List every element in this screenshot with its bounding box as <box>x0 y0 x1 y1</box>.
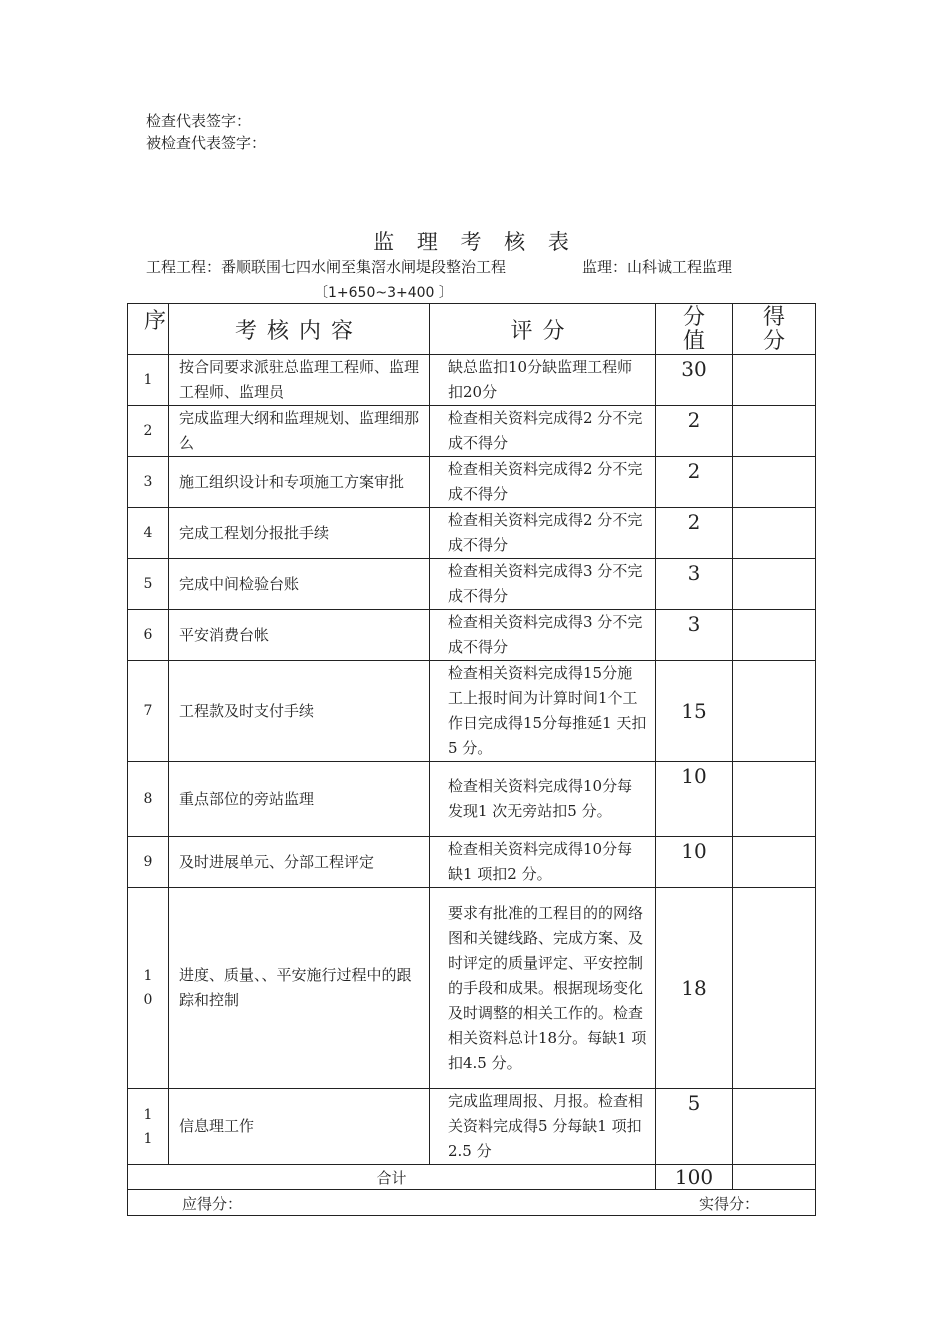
row-seq: 2 <box>128 406 169 457</box>
total-score-cell[interactable] <box>733 1165 816 1190</box>
actual-score-label: 实得分： <box>698 1195 759 1213</box>
table-row <box>128 355 816 406</box>
row-value: 3 <box>656 610 733 661</box>
row-value: 2 <box>656 457 733 508</box>
table-row <box>128 837 816 888</box>
total-row <box>128 1165 816 1190</box>
row-rule: 检查相关资料完成得2 分不完成不得分 <box>430 508 656 559</box>
row-score-cell[interactable] <box>733 508 816 559</box>
row-score-cell[interactable] <box>733 355 816 406</box>
page-title: 监 理 考 核 表 <box>373 230 577 254</box>
row-value: 2 <box>656 406 733 457</box>
row-score-cell[interactable] <box>733 837 816 888</box>
header-seq: 序 <box>128 304 169 355</box>
row-item: 施工组织设计和专项施工方案审批 <box>169 457 430 508</box>
row-item: 完成中间检验台账 <box>169 559 430 610</box>
row-seq: 4 <box>128 508 169 559</box>
table-row <box>128 406 816 457</box>
row-item: 信息理工作 <box>169 1089 430 1165</box>
table-row <box>128 762 816 837</box>
row-rule: 检查相关资料完成得15分施工上报时间为计算时间1个工作日完成得15分每推延1 天扣5 分。 <box>430 661 656 762</box>
table-row <box>128 610 816 661</box>
project-name: 工程工程：番顺联围七四水闸至集滘水闸堤段整治工程 <box>146 258 507 276</box>
row-seq: 1 <box>128 355 169 406</box>
row-rule: 检查相关资料完成得10分每缺1 项扣2 分。 <box>430 837 656 888</box>
assessment-table <box>127 303 816 1216</box>
table-row <box>128 559 816 610</box>
inspector-signature-label: 检查代表签字： <box>146 112 252 130</box>
row-rule: 检查相关资料完成得2 分不完成不得分 <box>430 406 656 457</box>
row-score-cell[interactable] <box>733 610 816 661</box>
row-seq: 9 <box>128 837 169 888</box>
row-item: 平安消费台帐 <box>169 610 430 661</box>
table-row <box>128 508 816 559</box>
row-value: 30 <box>656 355 733 406</box>
row-score-cell[interactable] <box>733 559 816 610</box>
table-row <box>128 457 816 508</box>
header-content: 考核内容 <box>169 304 430 355</box>
row-rule: 检查相关资料完成得3 分不完成不得分 <box>430 610 656 661</box>
expected-score-label: 应得分： <box>182 1195 243 1213</box>
row-seq: 11 <box>128 1089 169 1165</box>
row-rule: 检查相关资料完成得2 分不完成不得分 <box>430 457 656 508</box>
row-rule: 检查相关资料完成得10分每发现1 次无旁站扣5 分。 <box>430 762 656 837</box>
row-rule: 完成监理周报、月报。检查相关资料完成得5 分每缺1 项扣2.5 分 <box>430 1089 656 1165</box>
header-got: 得分 <box>733 304 816 355</box>
row-value: 2 <box>656 508 733 559</box>
row-score-cell[interactable] <box>733 661 816 762</box>
supervisor-name: 监理：山科诚工程监理 <box>582 258 733 276</box>
row-item: 进度、质量、、平安施行过程中的跟踪和控制 <box>169 888 430 1089</box>
row-rule: 缺总监扣10分缺监理工程师扣20分 <box>430 355 656 406</box>
row-value: 15 <box>656 661 733 762</box>
row-score-cell[interactable] <box>733 406 816 457</box>
row-score-cell[interactable] <box>733 1089 816 1165</box>
row-seq: 8 <box>128 762 169 837</box>
row-seq: 3 <box>128 457 169 508</box>
row-value: 18 <box>656 888 733 1089</box>
footer-row <box>128 1190 816 1216</box>
row-item: 完成工程划分报批手续 <box>169 508 430 559</box>
table-row <box>128 888 816 1089</box>
row-item: 重点部位的旁站监理 <box>169 762 430 837</box>
row-item: 工程款及时支付手续 <box>169 661 430 762</box>
row-item: 及时进展单元、分部工程评定 <box>169 837 430 888</box>
total-label: 合计 <box>128 1165 656 1190</box>
row-score-cell[interactable] <box>733 888 816 1089</box>
table-row <box>128 661 816 762</box>
row-item: 按合同要求派驻总监理工程师、监理工程师、监理员 <box>169 355 430 406</box>
header-score-rule: 评分 <box>430 304 656 355</box>
row-item: 完成监理大纲和监理规划、监理细那么 <box>169 406 430 457</box>
header-value: 分值 <box>656 304 733 355</box>
table-header-row <box>128 304 816 355</box>
row-value: 5 <box>656 1089 733 1165</box>
footer-cell <box>128 1190 816 1216</box>
row-rule: 要求有批准的工程目的的网络图和关键线路、完成方案、及时评定的质量评定、平安控制的手段和成果。根据现场变化及时调整的相关工作的。检查相关资料总计18分。每缺1 项扣4.5 分。 <box>430 888 656 1089</box>
table-row <box>128 1089 816 1165</box>
row-seq: 5 <box>128 559 169 610</box>
total-value: 100 <box>656 1165 733 1190</box>
row-value: 10 <box>656 762 733 837</box>
row-score-cell[interactable] <box>733 762 816 837</box>
row-rule: 检查相关资料完成得3 分不完成不得分 <box>430 559 656 610</box>
project-range: 〔1+650~3+400 〕 <box>314 285 453 301</box>
inspected-signature-label: 被检查代表签字： <box>146 134 267 152</box>
row-value: 3 <box>656 559 733 610</box>
row-seq: 10 <box>128 888 169 1089</box>
row-seq: 6 <box>128 610 169 661</box>
row-score-cell[interactable] <box>733 457 816 508</box>
row-value: 10 <box>656 837 733 888</box>
row-seq: 7 <box>128 661 169 762</box>
